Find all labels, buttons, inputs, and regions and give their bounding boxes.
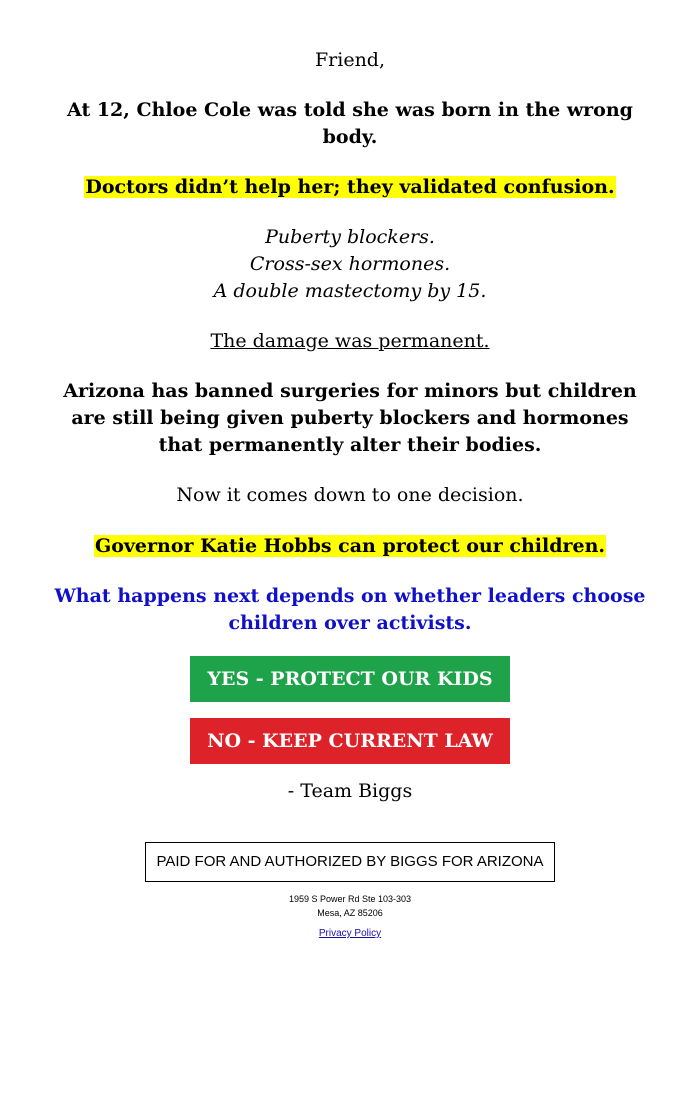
highlight-doctors-text: Doctors didn’t help her; they validated confusion. [85, 176, 615, 198]
address-line-2: Mesa, AZ 85206 [317, 908, 383, 918]
decision-line: Now it comes down to one decision. [176, 484, 524, 506]
damage-line: The damage was permanent. [210, 330, 490, 352]
treatment-item: Puberty blockers. [265, 226, 435, 248]
headline: At 12, Chloe Cole was told she was born in the wrong body. [67, 99, 633, 148]
signoff: - Team Biggs [287, 780, 413, 802]
paid-for-disclaimer: PAID FOR AND AUTHORIZED BY BIGGS FOR ARIZONA [145, 842, 554, 882]
treatment-item: Cross-sex hormones. [249, 253, 451, 275]
privacy-policy-link[interactable]: Privacy Policy [318, 928, 382, 939]
treatment-list [50, 224, 650, 305]
paid-for-box [0, 842, 700, 892]
highlight-line-governor [40, 533, 660, 560]
arizona-paragraph: Arizona has banned surgeries for minors but children are still being given puberty blockers and hormones that permanently alter their bodies. [63, 380, 637, 456]
address-line-1: 1959 S Power Rd Ste 103-303 [288, 894, 412, 904]
treatment-item: A double mastectomy by 15. [213, 280, 487, 302]
greeting: Friend, [314, 49, 386, 71]
no-keep-law-button[interactable]: NO - KEEP CURRENT LAW [190, 718, 510, 764]
highlight-line-doctors [40, 174, 660, 201]
yes-protect-button[interactable]: YES - PROTECT OUR KIDS [190, 656, 510, 702]
blue-callout: What happens next depends on whether leaders choose children over activists. [54, 585, 646, 634]
highlight-governor-text: Governor Katie Hobbs can protect our children. [94, 535, 606, 557]
